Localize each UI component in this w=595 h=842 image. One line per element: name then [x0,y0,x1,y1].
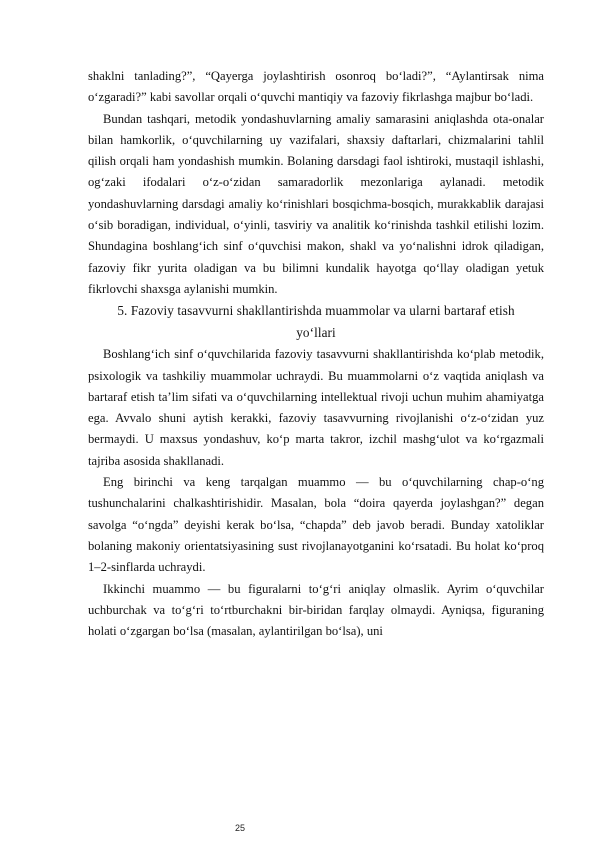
paragraph-second-problem: Ikkinchi muammo — bu figuralarni to‘g‘ri aniqlay olmaslik. Ayrim o‘quvchilar uchburchak va to‘g‘ri to‘rtburchakni bir-biridan farqlay olmaydi. Ayniqsa, figuraning holati o‘zgargan bo‘lsa (masalan, aylantirilgan bo‘lsa), uni [88,581,544,639]
page-number: 25 [234,823,245,833]
section-heading: 5. Fazoviy tasavvurni shakllantirishda muammolar va ularni bartaraf etish yo‘llari [117,303,515,341]
paragraph-problems-intro: Boshlang‘ich sinf o‘quvchilarida fazoviy tasavvurni shakllantirishda ko‘plab metodik, psixologik va tashkiliy muammolar uchraydi. Bu muammolarni o‘z vaqtida aniqlash va bartaraf etish ta’lim sifati va o‘quvchilarning intellektual rivoji uchun muhim ahamiyatga ega. Avvalo shuni aytish kerakki, fazoviy tasavvurning rivojlanishi o‘z-o‘zidan yuz bermaydi. U maxsus yondashuv, ko‘p marta takror, izchil mashg‘ulot va ko‘rgazmali tajriba asosida shakllanadi. [88,347,544,468]
page-body [88,66,544,642]
paragraph-continuation: shaklni tanlading?”, “Qayerga joylashtirish osonroq bo‘ladi?”, “Aylantirsak nima o‘zgaradi?” kabi savollar orqali o‘quvchi mantiqiy va fazoviy fikrlashga majbur bo‘ladi. [88,69,544,105]
paragraph-first-problem: Eng birinchi va keng tarqalgan muammo — bu o‘quvchilarning chap-o‘ng tushunchalarini chalkashtirishidir. Masalan, bola “doira qayerda joylashgan?” degan savolga “o‘ngda” deyishi kerak bo‘lsa, “chapda” deb javob beradi. Bunday xatoliklar bolaning makoniy orientatsiyasining sust rivojlanayotganini ko‘rsatadi. Bu holat ko‘proq 1–2-sinflarda uchraydi. [88,475,544,575]
paragraph-methodical-approaches: Bundan tashqari, metodik yondashuvlarning amaliy samarasini aniqlashda ota-onalar bilan hamkorlik, o‘quvchilarning uy vazifalari, shaxsiy daftarlari, chizmalarini tahlil qilish orqali ham yondashish mumkin. Bolaning darsdagi faol ishtiroki, mustaqil ishlashi, og‘zaki ifodalari o‘z-o‘zidan samaradorlik mezonlariga aylanadi. metodik yondashuvlarning darsdagi amaliy ko‘rinishlari bosqichma-bosqich, murakkablik darajasi o‘sib boradigan, individual, o‘yinli, tasviriy va analitik ko‘rinishda tashkil etilishi lozim. Shundagina boshlang‘ich sinf o‘quvchisi makon, shakl va yo‘nalishni idrok qiladigan, fazoviy fikr yurita oladigan va bu bilimni kundalik hayotga qo‘llay oladigan yetuk fikrlovchi shaxsga aylanishi mumkin. [88,111,544,296]
